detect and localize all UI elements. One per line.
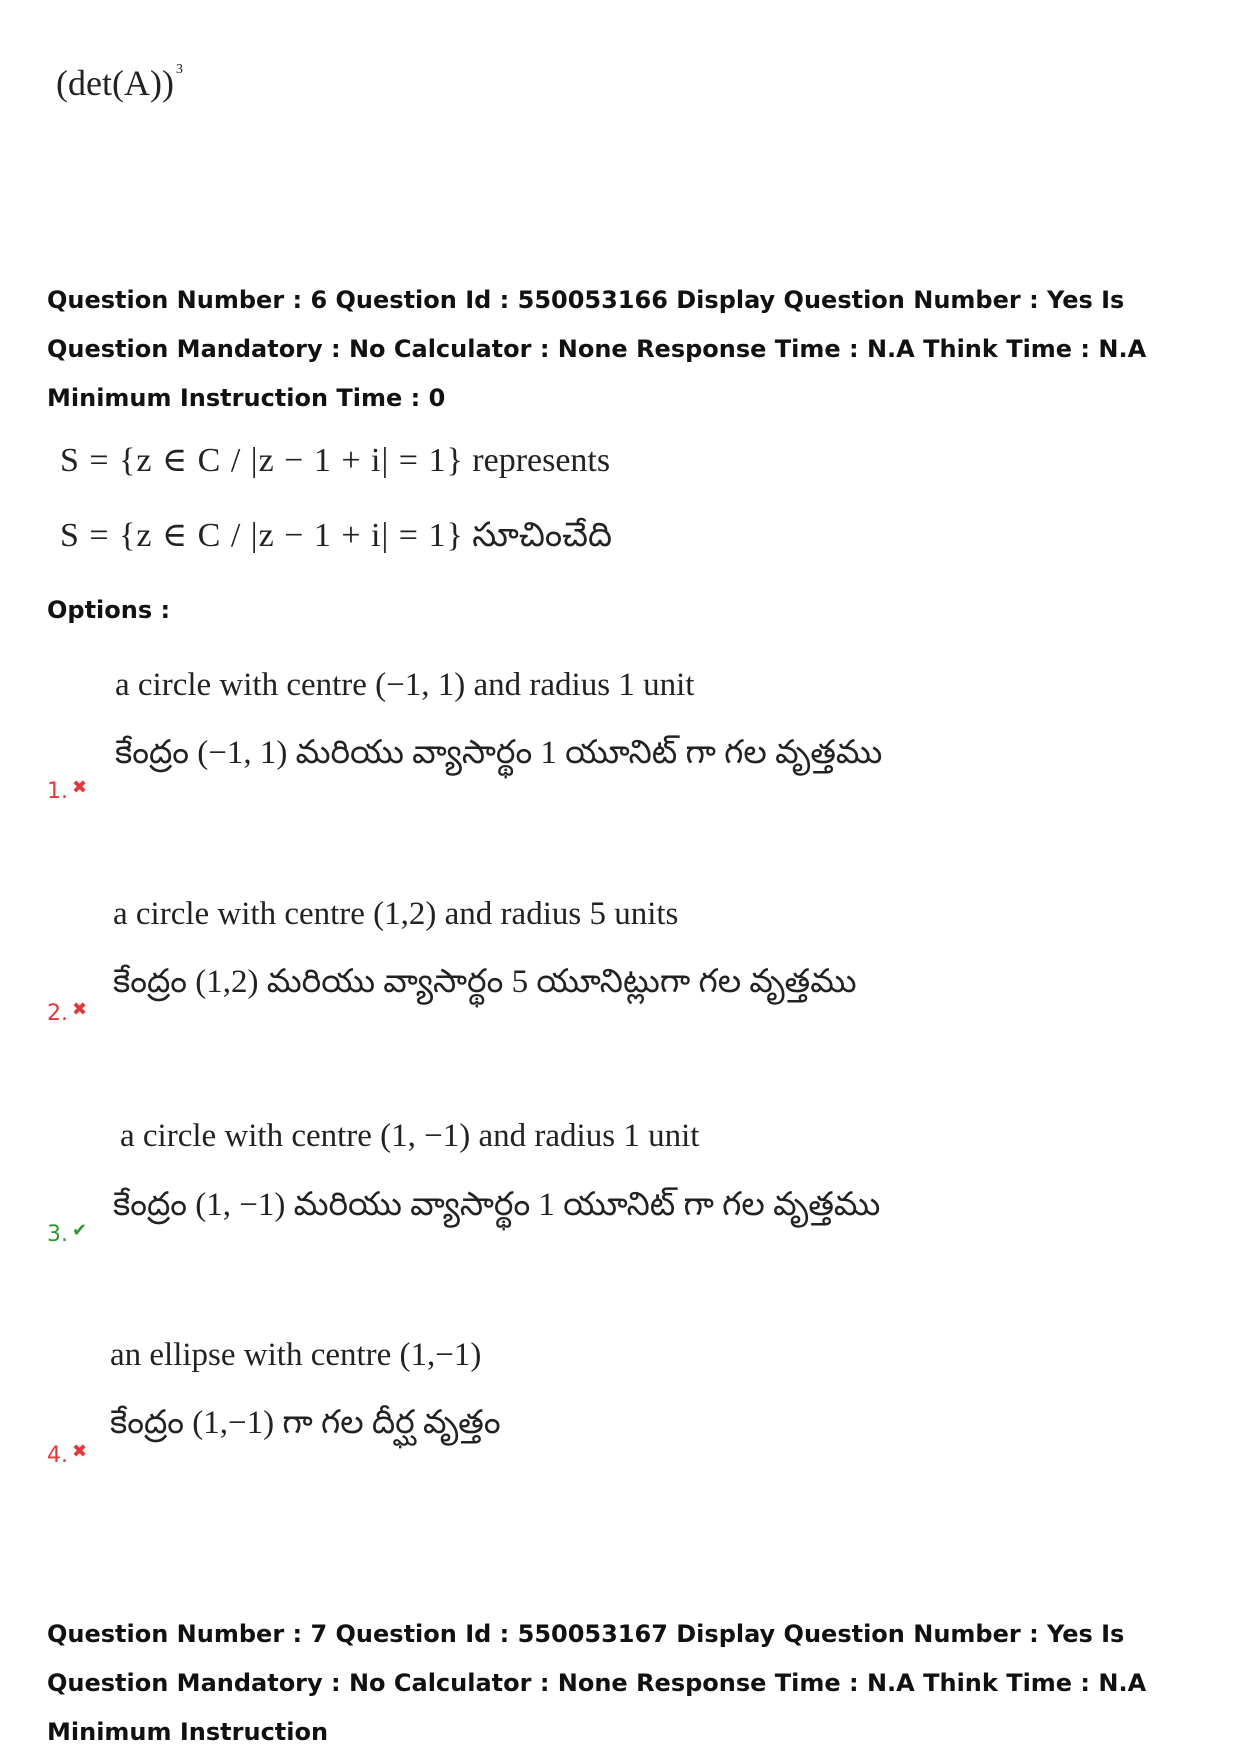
option-1-marker <box>47 779 87 804</box>
option-number: 4. <box>47 1443 68 1468</box>
option-number: 2. <box>47 1001 68 1026</box>
formula-base: (det(A)) <box>56 63 174 103</box>
question-7-meta: Question Number : 7 Question Id : 550053167 Display Question Number : Yes Is Question Mandatory : No Calculator : None Response Time : N.A Think Time : N.A Minimum Instruction <box>47 1620 1147 1746</box>
option-2-marker <box>47 1001 87 1026</box>
question-text: represents <box>472 442 611 479</box>
option-number: 1. <box>47 779 68 804</box>
option-3-telugu: కేంద్రం (1, −1) మరియు వ్యాసార్థం 1 యూనిట్ గా గల వృత్తము <box>113 1187 881 1223</box>
options-label: Options : <box>47 596 171 624</box>
question-formula-telugu: S = {z ∈ C / |z − 1 + i| = 1} <box>60 517 464 554</box>
option-2-english: a circle with centre (1,2) and radius 5 units <box>113 896 679 932</box>
question-text-telugu: సూచించేది <box>472 517 612 554</box>
option-1-english: a circle with centre (−1, 1) and radius 1 unit <box>115 667 695 703</box>
option-4-english: an ellipse with centre (1,−1) <box>110 1337 482 1373</box>
question-formula: S = {z ∈ C / |z − 1 + i| = 1} <box>60 442 464 479</box>
question-6-text-english <box>60 440 610 480</box>
option-2-telugu: కేంద్రం (1,2) మరియు వ్యాసార్థం 5 యూనిట్లుగా గల వృత్తము <box>113 964 857 1000</box>
option-4-telugu: కేంద్రం (1,−1) గా గల దీర్ఘ వృత్తం <box>110 1405 501 1441</box>
cross-icon: ✖ <box>72 999 88 1020</box>
option-3-english: a circle with centre (1, −1) and radius 1 unit <box>120 1118 700 1154</box>
option-3-marker <box>47 1222 87 1247</box>
option-4-marker <box>47 1443 87 1468</box>
question-6-meta: Question Number : 6 Question Id : 550053166 Display Question Number : Yes Is Question Mandatory : No Calculator : None Response Time : N.A Think Time : N.A Minimum Instruction Time : 0 <box>47 286 1147 412</box>
option-1-telugu: కేంద్రం (−1, 1) మరియు వ్యాసార్థం 1 యూనిట్ గా గల వృత్తము <box>115 735 883 771</box>
cross-icon: ✖ <box>72 1441 88 1462</box>
check-icon: ✔ <box>72 1220 88 1241</box>
question-6-text-telugu <box>60 515 612 563</box>
cross-icon: ✖ <box>72 777 88 798</box>
previous-answer-formula <box>56 62 183 104</box>
formula-exponent: 3 <box>175 62 183 77</box>
option-number: 3. <box>47 1222 68 1247</box>
